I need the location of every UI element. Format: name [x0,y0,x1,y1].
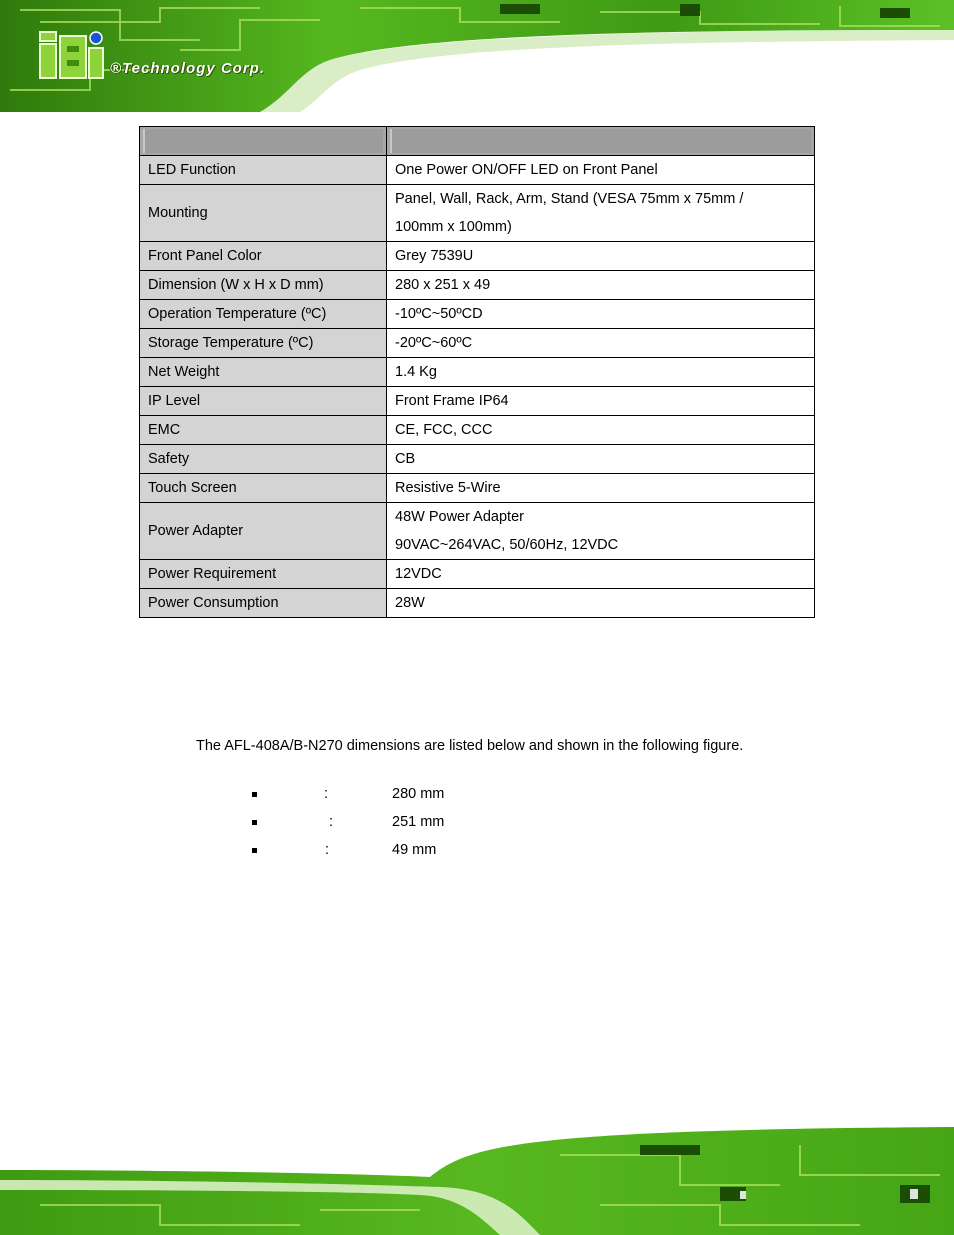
spec-value: 12VDC [387,560,815,589]
table-row [140,242,815,271]
spec-label: Power Adapter [140,503,387,560]
spec-value: Grey 7539U [387,242,815,271]
dim-colon: : [325,842,330,858]
table-row [140,416,815,445]
table-row [140,329,815,358]
spec-label: EMC [140,416,387,445]
spec-value: Front Frame IP64 [387,387,815,416]
spec-label: IP Level [140,387,387,416]
spec-label: LED Function [140,156,387,185]
table-row [140,271,815,300]
table-row [140,474,815,503]
list-item [252,842,552,870]
table-row [140,445,815,474]
iei-logo [40,32,103,78]
table-row [140,185,815,242]
table-row [140,503,815,560]
spec-value: 1.4 Kg [387,358,815,387]
dim-colon: : [324,786,329,802]
company-name: ®Technology Corp. [110,60,265,77]
dim-colon: : [329,814,334,830]
footer-banner [0,1125,954,1235]
spec-label: Front Panel Color [140,242,387,271]
table-header-cell [140,127,387,156]
pcb-footer-art [0,1125,954,1235]
spec-value [387,185,815,242]
spec-label: Dimension (W x H x D mm) [140,271,387,300]
dim-value: 49 mm [392,842,437,858]
dim-value: 280 mm [392,786,445,802]
dimensions-list [252,786,552,870]
spec-value: -10ºC~50ºCD [387,300,815,329]
spec-table [139,126,815,618]
spec-value: 28W [387,589,815,618]
bullet-icon [252,848,257,853]
spec-value: CB [387,445,815,474]
bullet-icon [252,820,257,825]
spec-value: Resistive 5-Wire [387,474,815,503]
table-row [140,589,815,618]
spec-value [387,503,815,560]
table-row [140,358,815,387]
spec-label: Mounting [140,185,387,242]
spec-label: Net Weight [140,358,387,387]
table-row [140,300,815,329]
list-item [252,786,552,814]
spec-value: 280 x 251 x 49 [387,271,815,300]
spec-value: -20ºC~60ºC [387,329,815,358]
bullet-icon [252,792,257,797]
spec-label: Touch Screen [140,474,387,503]
spec-label: Safety [140,445,387,474]
spec-value-line: 90VAC~264VAC, 50/60Hz, 12VDC [395,537,619,553]
dimensions-intro: The AFL-408A/B-N270 dimensions are listed below and shown in the following figure. [196,738,744,754]
table-header-cell [387,127,815,156]
table-row [140,560,815,589]
spec-value: CE, FCC, CCC [387,416,815,445]
spec-label: Operation Temperature (ºC) [140,300,387,329]
spec-value-line: 48W Power Adapter [395,509,524,525]
spec-label: Power Requirement [140,560,387,589]
pcb-header-art [0,0,954,112]
spec-value: One Power ON/OFF LED on Front Panel [387,156,815,185]
table-row [140,156,815,185]
header-banner [0,0,954,112]
spec-value-line: Panel, Wall, Rack, Arm, Stand (VESA 75mm x 75mm / [395,191,744,207]
spec-value-line: 100mm x 100mm) [395,219,512,235]
table-header-row [140,127,815,156]
spec-label: Power Consumption [140,589,387,618]
spec-label: Storage Temperature (ºC) [140,329,387,358]
table-row [140,387,815,416]
dim-value: 251 mm [392,814,445,830]
list-item [252,814,552,842]
